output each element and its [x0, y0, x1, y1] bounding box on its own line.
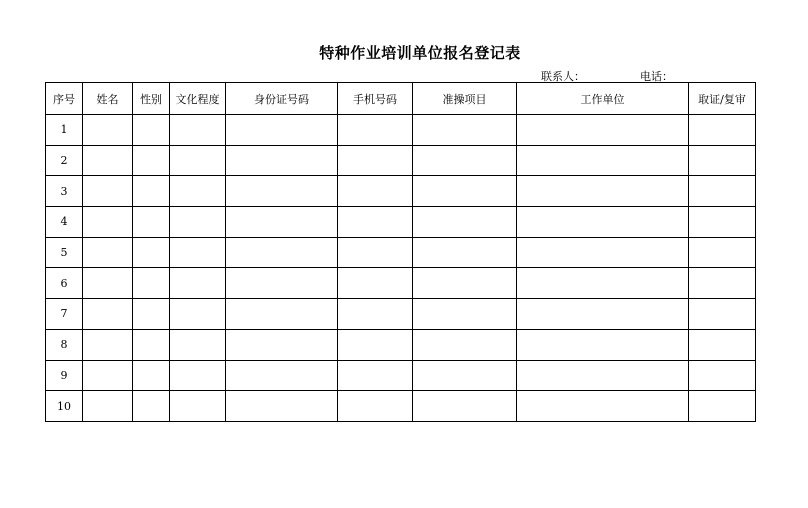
- workplace-cell[interactable]: [517, 299, 689, 330]
- phone-label: 电话：: [640, 70, 673, 83]
- mobile-cell[interactable]: [338, 237, 413, 268]
- id-number-cell[interactable]: [226, 268, 338, 299]
- header-mobile: 手机号码: [338, 83, 413, 115]
- permit-item-cell[interactable]: [413, 391, 517, 422]
- education-cell[interactable]: [170, 391, 226, 422]
- table-header-row: [46, 83, 756, 115]
- gender-cell[interactable]: [133, 237, 170, 268]
- cert-review-cell[interactable]: [689, 299, 756, 330]
- registration-table: [45, 82, 756, 422]
- permit-item-cell[interactable]: [413, 360, 517, 391]
- row-number-cell: 10: [46, 391, 83, 422]
- id-number-cell[interactable]: [226, 391, 338, 422]
- cert-review-cell[interactable]: [689, 268, 756, 299]
- workplace-cell[interactable]: [517, 268, 689, 299]
- workplace-cell[interactable]: [517, 207, 689, 238]
- education-cell[interactable]: [170, 145, 226, 176]
- cert-review-cell[interactable]: [689, 329, 756, 360]
- gender-cell[interactable]: [133, 207, 170, 238]
- header-cert-review: 取证/复审: [689, 83, 756, 115]
- table-row: [46, 145, 756, 176]
- permit-item-cell[interactable]: [413, 237, 517, 268]
- name-cell[interactable]: [83, 299, 133, 330]
- table-row: [46, 268, 756, 299]
- name-cell[interactable]: [83, 176, 133, 207]
- education-cell[interactable]: [170, 115, 226, 146]
- id-number-cell[interactable]: [226, 207, 338, 238]
- education-cell[interactable]: [170, 237, 226, 268]
- mobile-cell[interactable]: [338, 115, 413, 146]
- gender-cell[interactable]: [133, 176, 170, 207]
- gender-cell[interactable]: [133, 360, 170, 391]
- header-name: 姓名: [83, 83, 133, 115]
- gender-cell[interactable]: [133, 115, 170, 146]
- header-permit-item: 准操项目: [413, 83, 517, 115]
- gender-cell[interactable]: [133, 268, 170, 299]
- name-cell[interactable]: [83, 360, 133, 391]
- mobile-cell[interactable]: [338, 360, 413, 391]
- cert-review-cell[interactable]: [689, 145, 756, 176]
- row-number-cell: 1: [46, 115, 83, 146]
- cert-review-cell[interactable]: [689, 360, 756, 391]
- header-education: 文化程度: [170, 83, 226, 115]
- workplace-cell[interactable]: [517, 115, 689, 146]
- row-number-cell: 8: [46, 329, 83, 360]
- permit-item-cell[interactable]: [413, 299, 517, 330]
- name-cell[interactable]: [83, 268, 133, 299]
- permit-item-cell[interactable]: [413, 176, 517, 207]
- id-number-cell[interactable]: [226, 360, 338, 391]
- workplace-cell[interactable]: [517, 176, 689, 207]
- workplace-cell[interactable]: [517, 237, 689, 268]
- workplace-cell[interactable]: [517, 391, 689, 422]
- id-number-cell[interactable]: [226, 237, 338, 268]
- mobile-cell[interactable]: [338, 391, 413, 422]
- table-row: [46, 360, 756, 391]
- mobile-cell[interactable]: [338, 329, 413, 360]
- permit-item-cell[interactable]: [413, 207, 517, 238]
- workplace-cell[interactable]: [517, 360, 689, 391]
- cert-review-cell[interactable]: [689, 391, 756, 422]
- header-id-number: 身份证号码: [226, 83, 338, 115]
- education-cell[interactable]: [170, 207, 226, 238]
- row-number-cell: 9: [46, 360, 83, 391]
- cert-review-cell[interactable]: [689, 115, 756, 146]
- row-number-cell: 5: [46, 237, 83, 268]
- mobile-cell[interactable]: [338, 207, 413, 238]
- document-title: 特种作业培训单位报名登记表: [319, 44, 521, 62]
- id-number-cell[interactable]: [226, 299, 338, 330]
- table-row: [46, 329, 756, 360]
- gender-cell[interactable]: [133, 299, 170, 330]
- name-cell[interactable]: [83, 145, 133, 176]
- name-cell[interactable]: [83, 207, 133, 238]
- name-cell[interactable]: [83, 237, 133, 268]
- row-number-cell: 6: [46, 268, 83, 299]
- table-row: [46, 299, 756, 330]
- education-cell[interactable]: [170, 299, 226, 330]
- id-number-cell[interactable]: [226, 176, 338, 207]
- education-cell[interactable]: [170, 360, 226, 391]
- mobile-cell[interactable]: [338, 176, 413, 207]
- workplace-cell[interactable]: [517, 145, 689, 176]
- cert-review-cell[interactable]: [689, 207, 756, 238]
- mobile-cell[interactable]: [338, 299, 413, 330]
- table-row: [46, 207, 756, 238]
- education-cell[interactable]: [170, 329, 226, 360]
- header-serial-number: 序号: [46, 83, 83, 115]
- name-cell[interactable]: [83, 115, 133, 146]
- row-number-cell: 2: [46, 145, 83, 176]
- mobile-cell[interactable]: [338, 268, 413, 299]
- name-cell[interactable]: [83, 391, 133, 422]
- workplace-cell[interactable]: [517, 329, 689, 360]
- permit-item-cell[interactable]: [413, 268, 517, 299]
- education-cell[interactable]: [170, 176, 226, 207]
- education-cell[interactable]: [170, 268, 226, 299]
- gender-cell[interactable]: [133, 145, 170, 176]
- gender-cell[interactable]: [133, 329, 170, 360]
- cert-review-cell[interactable]: [689, 176, 756, 207]
- table-body: [46, 115, 756, 422]
- gender-cell[interactable]: [133, 391, 170, 422]
- table-row: [46, 176, 756, 207]
- name-cell[interactable]: [83, 329, 133, 360]
- header-gender: 性别: [133, 83, 170, 115]
- contact-person-label: 联系人：: [541, 70, 585, 83]
- table-row: [46, 115, 756, 146]
- table-row: [46, 237, 756, 268]
- id-number-cell[interactable]: [226, 329, 338, 360]
- row-number-cell: 3: [46, 176, 83, 207]
- id-number-cell[interactable]: [226, 115, 338, 146]
- id-number-cell[interactable]: [226, 145, 338, 176]
- mobile-cell[interactable]: [338, 145, 413, 176]
- row-number-cell: 4: [46, 207, 83, 238]
- header-workplace: 工作单位: [517, 83, 689, 115]
- permit-item-cell[interactable]: [413, 329, 517, 360]
- permit-item-cell[interactable]: [413, 115, 517, 146]
- cert-review-cell[interactable]: [689, 237, 756, 268]
- table-row: [46, 391, 756, 422]
- row-number-cell: 7: [46, 299, 83, 330]
- permit-item-cell[interactable]: [413, 145, 517, 176]
